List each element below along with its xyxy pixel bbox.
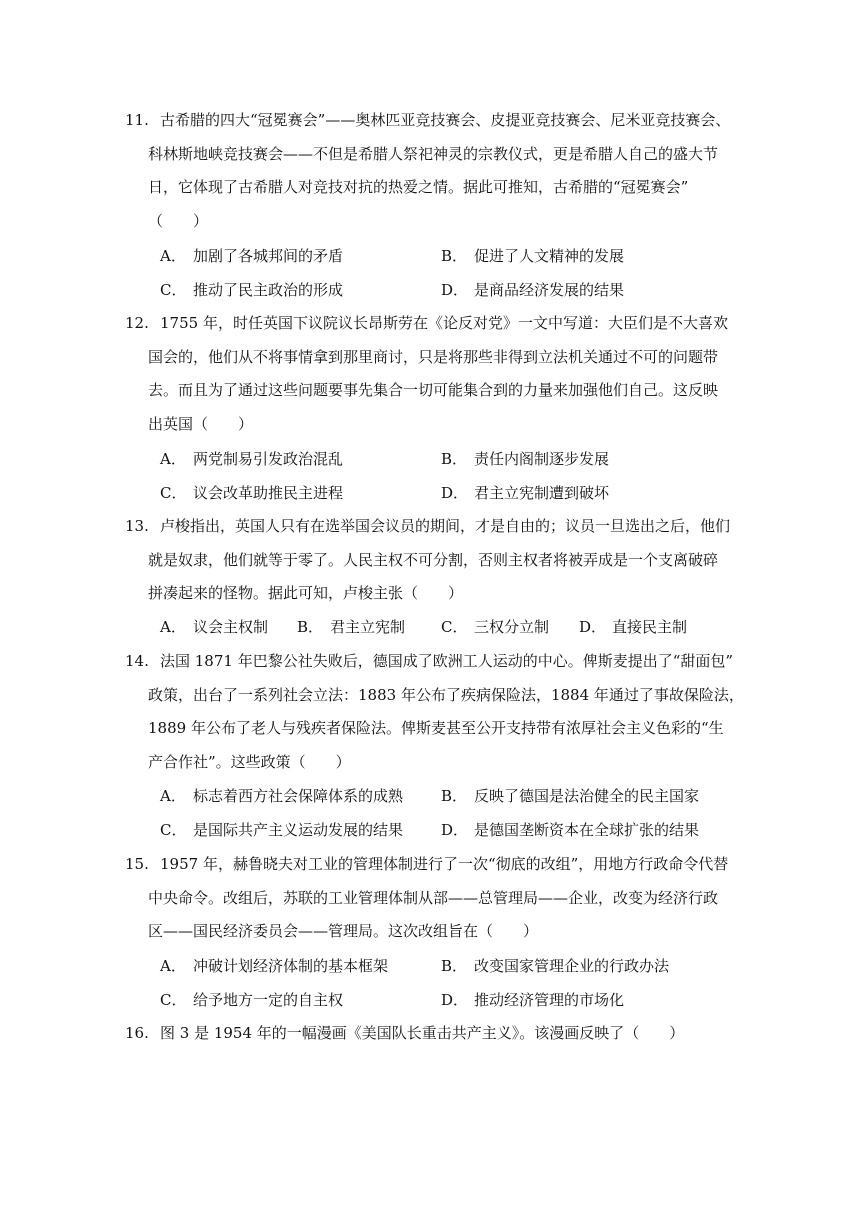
options-12 [160,443,760,510]
option-a[interactable]: A． 两党制易引发政治混乱 [160,450,344,468]
question-text-line: 出英国（ ） [148,414,254,433]
option-d[interactable]: D． 推动经济管理的市场化 [441,990,625,1009]
option-a[interactable]: A． 标志着西方社会保障体系的成熟 [160,787,404,805]
question-text-line: 政策，出台了一系列社会立法：1883 年公布了疾病保险法，1884 年通过了事故保险法， [148,685,744,704]
option-b[interactable]: B． 责任内阁制逐步发展 [441,450,610,468]
question-text-line: 1889 年公布了老人与残疾者保险法。俾斯麦甚至公开支持带有浓厚社会主义色彩的“生 [148,719,724,737]
question-text-line: 区——国民经济委员会——管理局。这次改组旨在（ ） [148,922,539,940]
question-text-line: 国会的，他们从不将事情拿到那里商讨，只是将那些非得到立法机关通过不可的问题带 [148,347,719,366]
question-text-line: 产合作社”。这些政策（ ） [148,752,351,771]
option-a[interactable]: A． 加剧了各城邦间的矛盾 [160,247,344,265]
question-text-line: 就是奴隶，他们就等于零了。人民主权不可分割，否则主权者将被弄成是一个支离破碎 [148,550,719,569]
question-12 [125,307,731,441]
option-c[interactable]: C． 给予地方一定的自主权 [160,990,344,1009]
option-b[interactable]: B． 促进了人文精神的发展 [441,247,625,265]
options-15 [160,950,760,1017]
answer-blank: （ ） [148,211,209,230]
option-c[interactable]: C． 推动了民主政治的形成 [160,280,344,299]
question-text-line: 古希腊的四大“冠冕赛会”——奥林匹亚竞技赛会、皮提亚竞技赛会、尼米亚竞技赛会、 [160,111,731,129]
question-11 [125,104,731,238]
question-number: 14. [125,652,149,670]
question-text-line: 拼凑起来的怪物。据此可知，卢梭主张（ ） [148,584,464,602]
option-b[interactable]: B． 反映了德国是法治健全的民主国家 [441,787,700,805]
option-a[interactable]: A． 议会主权制 [160,618,269,636]
question-text-line: 1957 年，赫鲁晓夫对工业的管理体制进行了一次“彻底的改组”，用地方行政命令代替 [160,855,729,873]
option-d[interactable]: D． 是商品经济发展的结果 [441,280,625,299]
question-number: 13. [125,517,149,535]
options-11 [160,240,760,307]
question-number: 15. [125,855,149,873]
question-16 [125,1017,731,1051]
question-text-line: 法国 1871 年巴黎公社失败后，德国成了欧洲工人运动的中心。俾斯麦提出了“甜面包” [160,652,734,670]
options-13 [160,611,760,645]
question-text-line: 去。而且为了通过这些问题要事先集合一切可能集合到的力量来加强他们自己。这反映 [148,381,719,399]
question-number: 12. [125,314,149,332]
options-14 [160,780,760,847]
question-text-line: 图 3 是 1954 年的一幅漫画《美国队长重击共产主义》。该漫画反映了（ ） [160,1024,685,1042]
option-c[interactable]: C． 议会改革助推民主进程 [160,483,344,502]
option-c[interactable]: C． 三权分立制 [441,618,550,636]
option-d[interactable]: D． 君主立宪制遭到破坏 [441,483,610,502]
question-text-line: 中央命令。改组后，苏联的工业管理体制从部——总管理局——企业，改变为经济行政 [148,888,719,907]
option-a[interactable]: A． 冲破计划经济体制的基本框架 [160,957,389,975]
question-text-line: 1755 年，时任英国下议院议长昂斯劳在《论反对党》一文中写道：大臣们是不大喜欢 [160,314,728,332]
question-text-line: 卢梭指出，英国人只有在选举国会议员的期间，才是自由的；议员一旦选出之后，他们 [160,517,731,535]
question-text-line: 科林斯地峡竞技赛会——不但是希腊人祭祀神灵的宗教仪式，更是希腊人自己的盛大节 [148,144,719,163]
option-b[interactable]: B． 君主立宪制 [297,618,406,636]
question-text-line: 日，它体现了古希腊人对竞技对抗的热爱之情。据此可推知，古希腊的“冠冕赛会” [148,178,689,196]
option-b[interactable]: B． 改变国家管理企业的行政办法 [441,957,670,975]
question-number: 16. [125,1024,149,1042]
question-13 [125,510,731,611]
question-15 [125,848,731,949]
option-d[interactable]: D． 是德国垄断资本在全球扩张的结果 [441,820,700,839]
question-14 [125,645,744,779]
option-c[interactable]: C． 是国际共产主义运动发展的结果 [160,820,404,839]
question-number: 11. [125,111,149,129]
option-d[interactable]: D． 直接民主制 [579,618,688,636]
